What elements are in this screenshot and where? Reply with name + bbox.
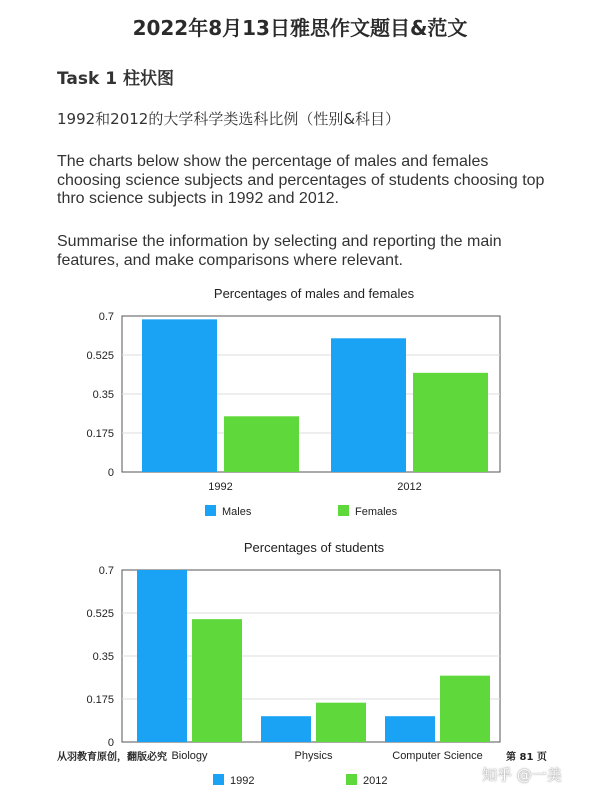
task-instructions: Summarise the information by selecting and reporting the main features, and make comparisons where relevant. <box>57 233 502 269</box>
y-tick-label: 0.35 <box>92 651 114 663</box>
task-subtitle: 1992和2012的大学科学类选科比例（性别&科目） <box>57 110 401 128</box>
x-tick-label: Computer Science <box>392 750 483 762</box>
legend-label: Females <box>355 506 398 518</box>
bar-1992-physics <box>261 716 311 742</box>
y-tick-label: 0.7 <box>98 311 114 323</box>
bar-2012-computer-science <box>440 676 490 742</box>
chart-title: Percentages of students <box>243 540 385 555</box>
footer-page-number: 第 81 页 <box>506 752 547 763</box>
y-tick-label: 0.7 <box>98 565 114 577</box>
y-tick-label: 0.35 <box>92 389 114 401</box>
x-tick-label: Physics <box>294 750 333 762</box>
x-tick-label: 1992 <box>208 481 233 493</box>
legend-swatch <box>346 774 357 785</box>
bar-2012-physics <box>316 703 366 742</box>
bar-1992-biology <box>137 570 187 742</box>
legend-label: 2012 <box>363 775 388 787</box>
watermark: 知乎 @一美 <box>482 766 562 784</box>
y-tick-label: 0.525 <box>86 350 114 362</box>
legend-swatch <box>213 774 224 785</box>
x-tick-label: 2012 <box>397 481 422 493</box>
task-heading: Task 1 柱状图 <box>57 69 174 89</box>
bar-2012-biology <box>192 619 242 742</box>
y-tick-label: 0 <box>107 737 114 749</box>
page-title: 2022年8月13日雅思作文题目&范文 <box>132 16 468 40</box>
y-tick-label: 0.175 <box>86 428 114 440</box>
x-tick-label: Biology <box>171 750 208 762</box>
y-tick-label: 0 <box>107 467 114 479</box>
y-tick-label: 0.525 <box>86 608 114 620</box>
legend-label: 1992 <box>230 775 255 787</box>
footer-copyright: 从羽教育原创，翻版必究 <box>57 752 167 763</box>
chart-title: Percentages of males and females <box>213 286 415 301</box>
legend-label: Males <box>222 506 252 518</box>
bar-1992-computer-science <box>385 716 435 742</box>
y-tick-label: 0.175 <box>86 694 114 706</box>
task-description: The charts below show the percentage of males and females choosing science subjects and percentages of students choosing top thro science subjects in 1992 and 2012. <box>57 153 545 207</box>
